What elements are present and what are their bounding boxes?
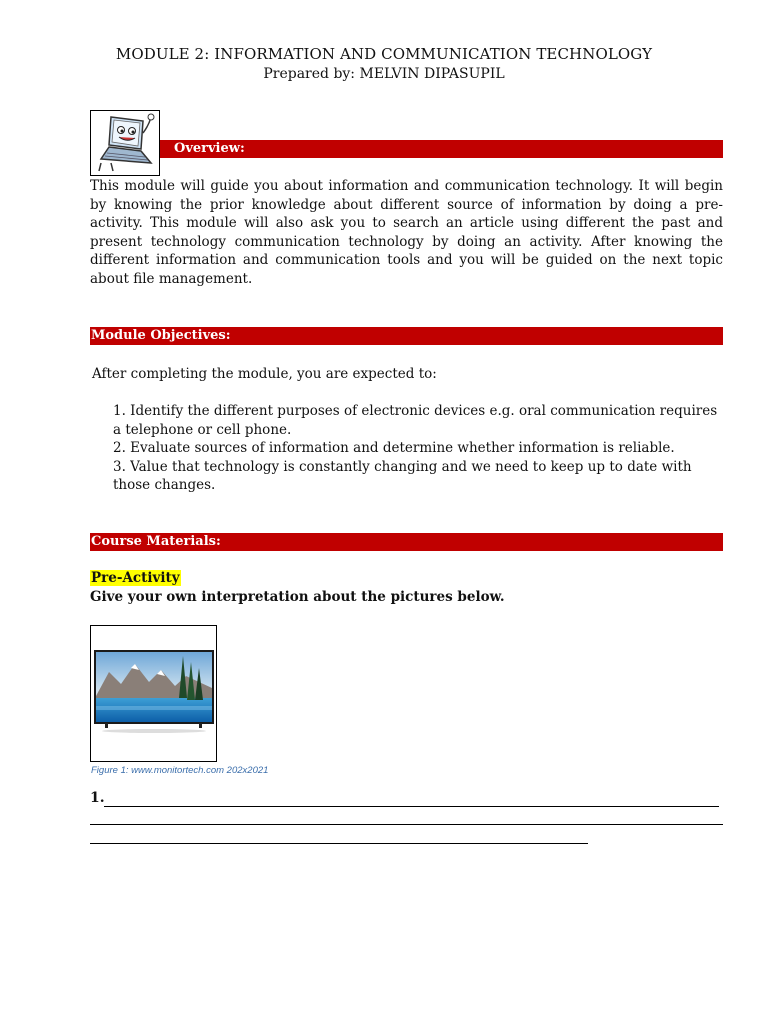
overview-heading: Overview:	[174, 141, 245, 156]
objectives-heading: Module Objectives:	[91, 328, 231, 343]
course-materials-heading: Course Materials:	[91, 534, 221, 549]
laptop-mascot-icon	[90, 110, 160, 176]
course-materials-section-bar	[90, 533, 723, 551]
overview-section-bar	[160, 140, 723, 158]
objectives-list	[113, 402, 723, 495]
objective-item: 1. Identify the different purposes of electronic devices e.g. oral communication requires a telephone or cell phone.	[113, 403, 718, 438]
objective-item: 3. Value that technology is constantly changing and we need to keep up to date with those changes.	[113, 458, 692, 493]
pre-activity-label: Pre-Activity	[91, 570, 180, 586]
answer-line	[90, 843, 588, 844]
answer-line	[90, 824, 723, 825]
overview-text: This module will guide you about information and communication technology. It will begin by knowing the prior knowledge about different source of information by doing a pre-activity. This module will also ask you to search an article using different the past and present technology communication technology by doing an activity. After knowing the different information and communication tools and you will be guided on the next topic about file management.	[90, 178, 723, 287]
prepared-by: Prepared by: MELVIN DIPASUPIL	[263, 66, 505, 82]
tv-monitor-icon	[91, 626, 216, 761]
module-title: MODULE 2: INFORMATION AND COMMUNICATION TECHNOLOGY	[115, 45, 653, 63]
objectives-intro: After completing the module, you are expected to:	[92, 366, 437, 382]
answer-line	[104, 806, 719, 807]
figure-caption: Figure 1: www.monitortech.com 202x2021	[91, 765, 269, 776]
objective-item: 2. Evaluate sources of information and determine whether information is reliable.	[113, 440, 675, 456]
answer-number: 1.	[90, 790, 105, 806]
pre-activity-instruction: Give your own interpretation about the pictures below.	[90, 589, 505, 605]
figure-tv-image	[90, 625, 217, 762]
objectives-section-bar	[90, 327, 723, 345]
